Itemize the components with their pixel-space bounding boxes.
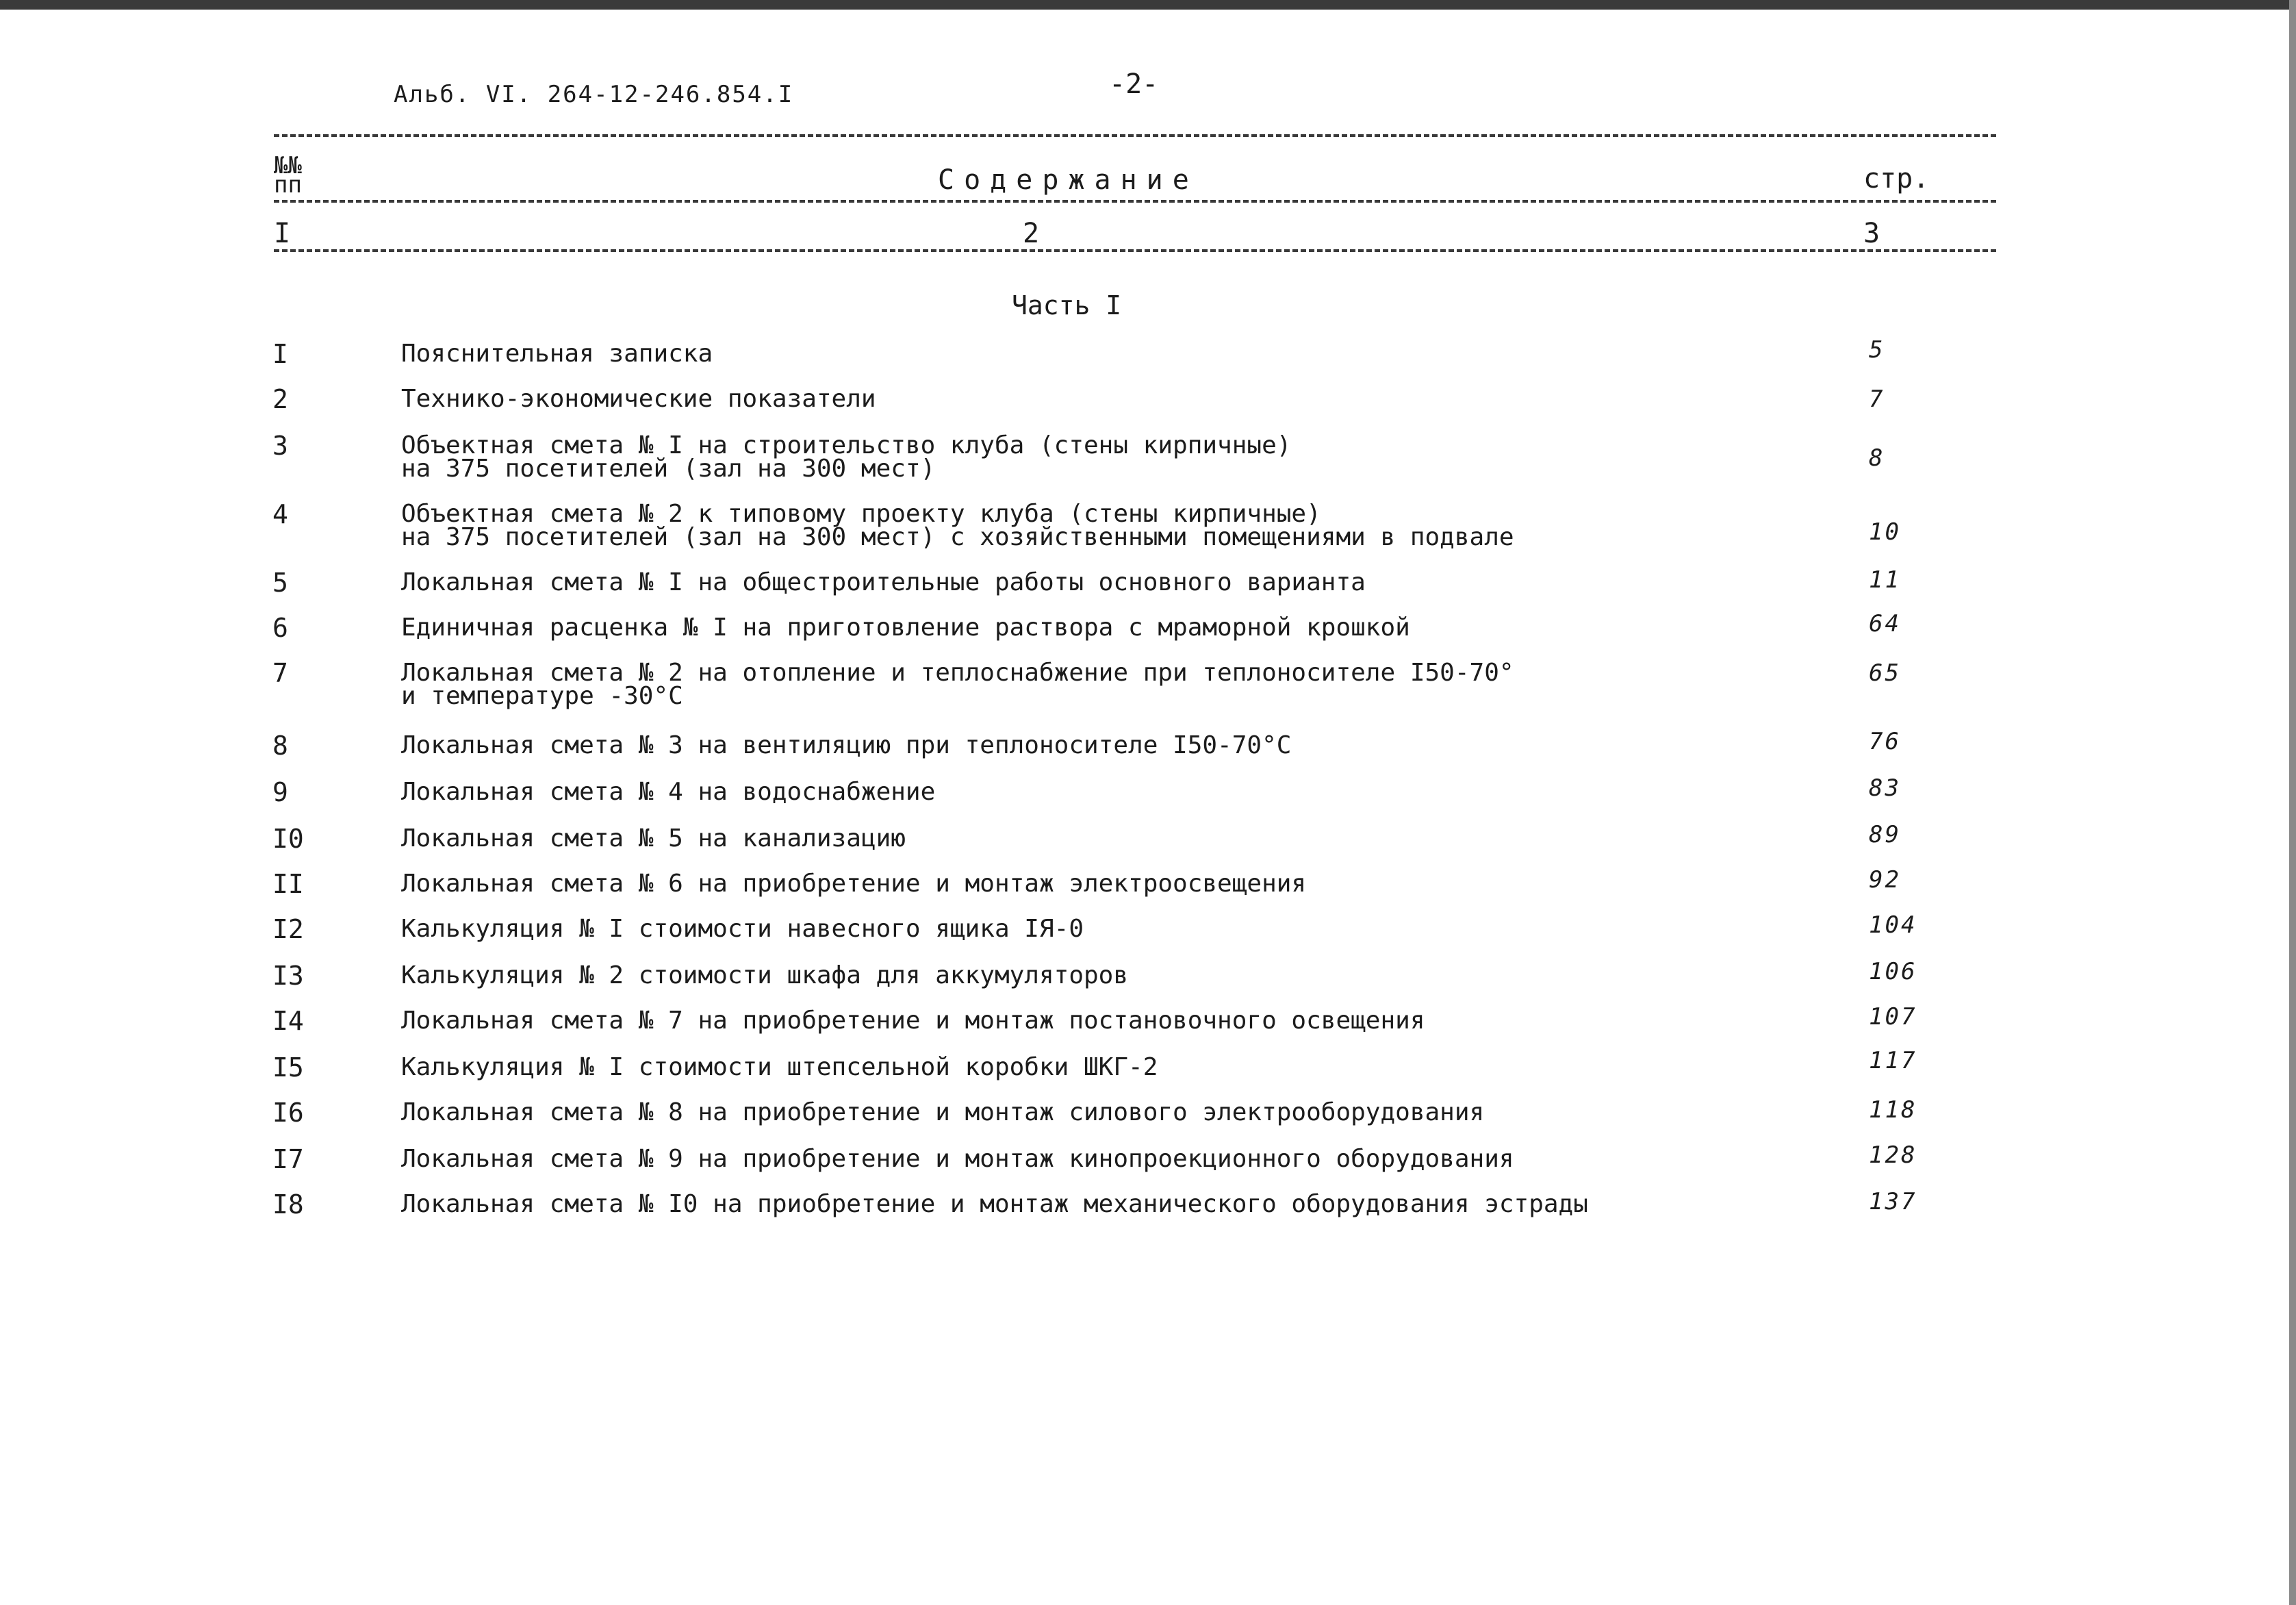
item-number: I4 xyxy=(272,1006,304,1036)
item-number: I8 xyxy=(272,1189,304,1219)
item-page: 128 xyxy=(1869,1141,1917,1169)
column-index-3: 3 xyxy=(1863,218,1880,249)
item-number: 7 xyxy=(272,658,288,688)
item-title: Локальная смета № 3 на вентиляцию при теплоносителе I50-70°С xyxy=(401,731,1292,759)
item-title: Локальная смета № 6 на приобретение и монтаж электроосвещения xyxy=(401,870,1307,898)
item-page: 118 xyxy=(1869,1096,1917,1124)
item-page: 5 xyxy=(1869,336,1885,364)
item-number: 3 xyxy=(272,431,288,461)
item-number: I3 xyxy=(272,961,304,991)
item-page: 137 xyxy=(1869,1188,1917,1215)
item-page: 92 xyxy=(1869,866,1901,894)
item-number: 8 xyxy=(272,731,288,761)
item-title: Локальная смета № I на общестроительные работы основного варианта xyxy=(401,568,1366,596)
item-page: 11 xyxy=(1869,566,1901,594)
item-title: Локальная смета № 5 на канализацию xyxy=(401,824,906,852)
column-index-1: I xyxy=(274,218,291,249)
item-number: I6 xyxy=(272,1098,304,1128)
item-title: Локальная смета № 9 на приобретение и монтаж кинопроекционного оборудования xyxy=(401,1145,1514,1173)
item-title: Локальная смета № 8 на приобретение и монтаж силового электрооборудования xyxy=(401,1098,1485,1126)
item-title: Объектная смета № I на строительство клуба (стены кирпичные) на 375 посетителей (зал на 300 мест) xyxy=(401,431,1292,483)
item-title: Калькуляция № I стоимости навесного ящика IЯ-0 xyxy=(401,915,1084,943)
column-header-page: стр. xyxy=(1863,163,1930,194)
item-number: I0 xyxy=(272,824,304,854)
item-number: 6 xyxy=(272,613,288,643)
item-page: 10 xyxy=(1869,518,1901,546)
item-page: 107 xyxy=(1869,1003,1917,1031)
item-page: 104 xyxy=(1869,911,1917,939)
item-page: 76 xyxy=(1869,728,1901,755)
item-title: Калькуляция № I стоимости штепсельной коробки ШКГ-2 xyxy=(401,1053,1158,1081)
item-number: I7 xyxy=(272,1144,304,1174)
item-number: 9 xyxy=(272,777,288,807)
item-page: 7 xyxy=(1869,386,1885,413)
item-title: Локальная смета № 4 на водоснабжение xyxy=(401,778,936,806)
item-number: II xyxy=(272,869,304,899)
item-title: Объектная смета № 2 к типовому проекту клуба (стены кирпичные) на 375 посетителей (зал на 300 мест) с хозяйственными помещениями в подвале xyxy=(401,500,1514,551)
item-title: Локальная смета № 2 на отопление и теплоснабжение при теплоносителе I50-70° и температуре -30°С xyxy=(401,659,1514,710)
item-number: 4 xyxy=(272,499,288,529)
part-title: Часть I xyxy=(1012,290,1122,320)
column-header-number: №№ пп xyxy=(274,152,302,199)
column-header-contents: Содержание xyxy=(938,164,1199,196)
item-title: Локальная смета № I0 на приобретение и монтаж механического оборудования эстрады xyxy=(401,1190,1588,1218)
document-code: Альб. VI. 264-12-246.854.I xyxy=(394,81,794,108)
item-number: I5 xyxy=(272,1052,304,1083)
item-page: 106 xyxy=(1869,958,1917,985)
item-number: 2 xyxy=(272,384,288,414)
item-number: 5 xyxy=(272,568,288,598)
item-page: 65 xyxy=(1869,659,1901,687)
item-title: Технико-экономические показатели xyxy=(401,385,876,413)
item-page: 64 xyxy=(1869,610,1901,637)
item-title: Калькуляция № 2 стоимости шкафа для аккумуляторов xyxy=(401,961,1129,989)
column-index-2: 2 xyxy=(1023,218,1040,249)
item-page: 8 xyxy=(1869,444,1885,472)
item-number: I2 xyxy=(272,914,304,944)
item-page: 83 xyxy=(1869,774,1901,802)
page-number: -2- xyxy=(1109,68,1159,100)
item-page: 89 xyxy=(1869,821,1901,848)
item-page: 117 xyxy=(1869,1047,1917,1074)
item-number: I xyxy=(272,339,288,369)
item-title: Локальная смета № 7 на приобретение и монтаж постановочного освещения xyxy=(401,1007,1425,1035)
item-title: Пояснительная записка xyxy=(401,340,713,368)
item-title: Единичная расценка № I на приготовление раствора с мраморной крошкой xyxy=(401,614,1410,642)
